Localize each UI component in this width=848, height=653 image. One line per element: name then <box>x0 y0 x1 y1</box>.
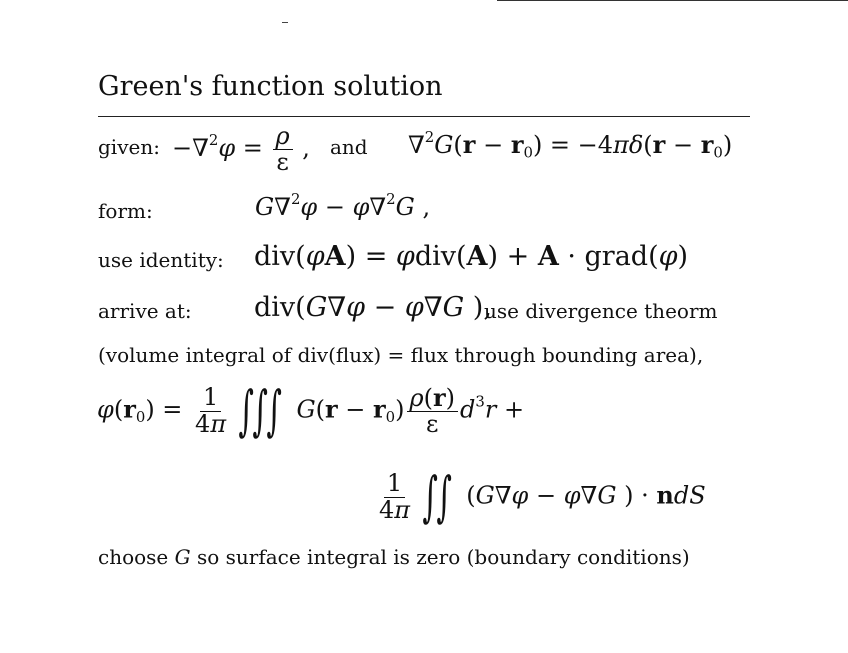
title-underline <box>98 116 750 117</box>
page-title: Green's function solution <box>98 71 443 102</box>
one-over-four-pi: $\frac{1}{4\pi}$ <box>379 469 411 524</box>
one-over-four-pi: $\frac{1}{4\pi}$ <box>195 383 227 438</box>
integral-sign: ∫ <box>266 379 282 442</box>
volume-note: (volume integral of div(flux) = flux through bounding area), <box>98 343 704 367</box>
integral-sign: ∫ <box>252 379 268 442</box>
form-label: form: <box>98 199 153 223</box>
scan-speck <box>282 22 288 23</box>
integral-sign: ∫ <box>238 379 254 442</box>
green-equation: $\nabla^2G(r - r_0) = -4\pi\delta(r - r_0)$ <box>408 127 733 162</box>
identity-expression: div(φA) = φdiv(A) + A · grad(φ) <box>254 241 689 272</box>
integral-sign: ∫ <box>422 465 438 528</box>
surface-integral-term: $\frac{1}{4\pi}$ ∫∫ (G∇φ − φ∇G ) · ndS <box>374 470 706 524</box>
top-border-line <box>497 0 848 1</box>
integral-sign: ∫ <box>436 465 452 528</box>
arrive-label: arrive at: <box>98 299 192 323</box>
given-label: given: <box>98 135 160 159</box>
identity-label: use identity: <box>98 248 224 272</box>
rho-r-over-epsilon: $\frac{\rho(r)}{\varepsilon}$ <box>407 385 459 437</box>
arrive-expression: div(G∇φ − φ∇G ), <box>254 292 492 323</box>
and-word: and <box>330 135 368 159</box>
volume-integral-equation: $\varphi(r_0)$ = $\frac{1}{4\pi}$ ∫∫∫ $G(r - r_0)$ $\frac{\rho(r)}{\varepsilon}$ $d^3r$ + <box>97 379 525 442</box>
poisson-equation: −∇$^2$φ = $\frac{\rho}{\varepsilon}$ , <box>172 122 310 177</box>
form-expression: G∇$^2$φ − φ∇$^2$G , <box>255 189 431 221</box>
divergence-note: use divergence theorm <box>484 299 718 323</box>
rho-over-epsilon: $\frac{\rho}{\varepsilon}$ <box>273 124 293 175</box>
choose-note: choose G so surface integral is zero (boundary conditions) <box>98 545 690 569</box>
